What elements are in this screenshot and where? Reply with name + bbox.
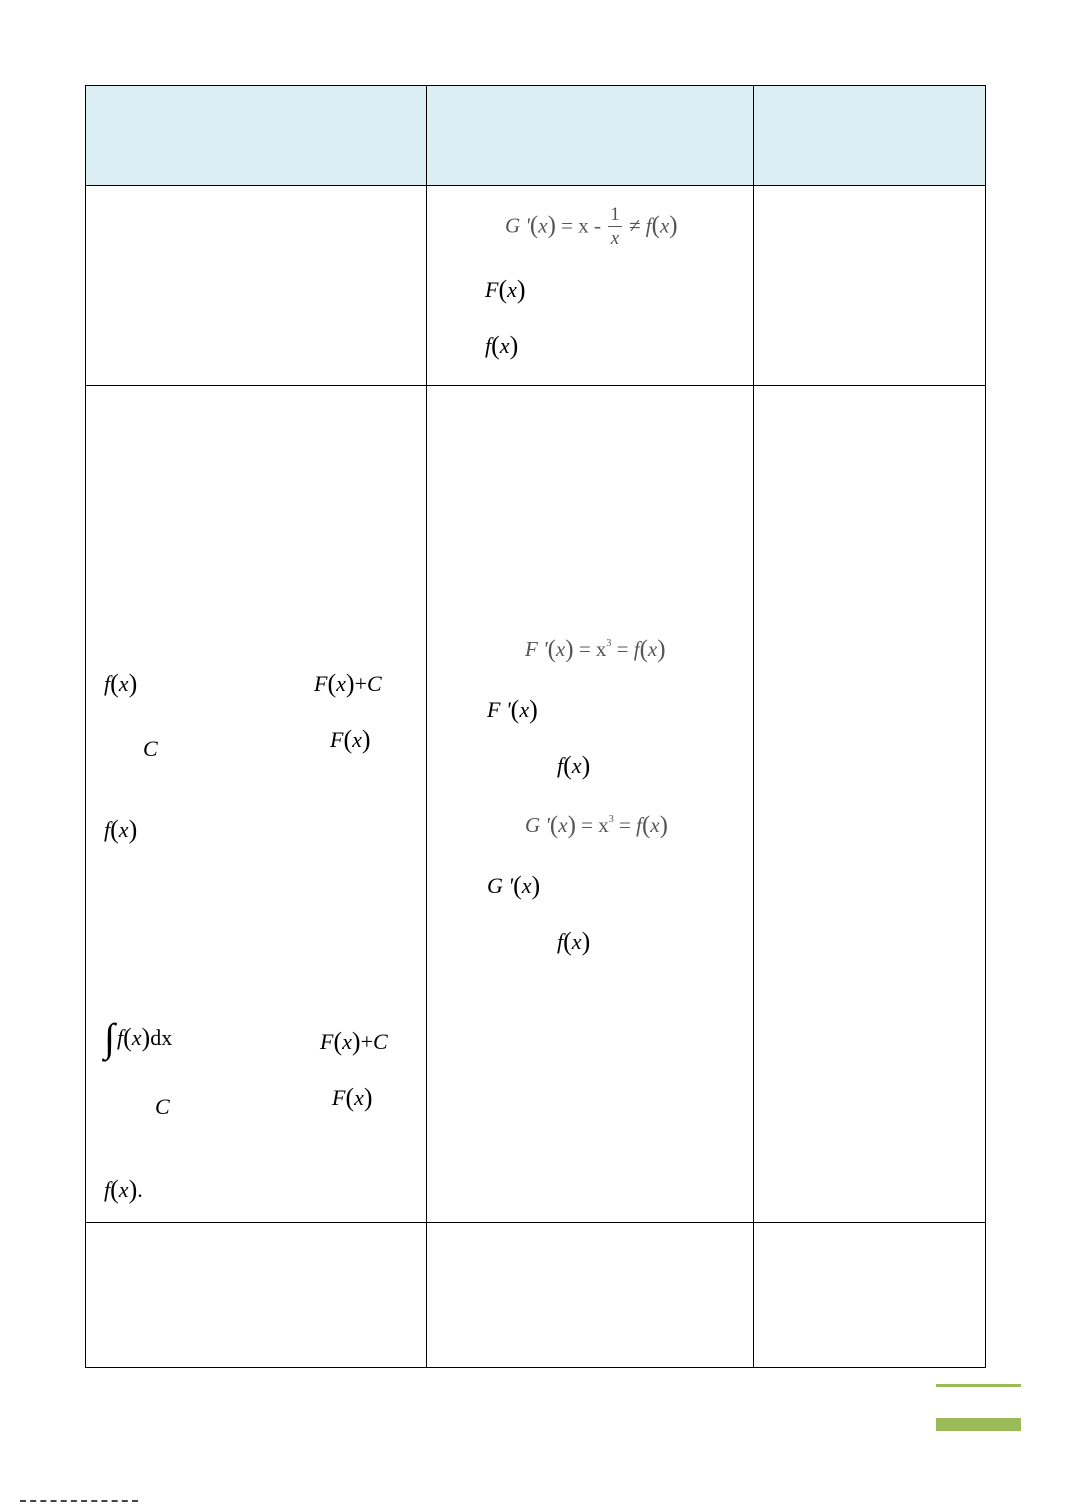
formula-G-prime-equals-x-cubed: G '$(x) = x^3 = f(x)$ bbox=[525, 812, 668, 839]
row2-cell-3 bbox=[754, 386, 986, 1223]
row2-cell-1 bbox=[86, 386, 427, 1223]
table-row-1 bbox=[86, 186, 986, 386]
row2-cell-2 bbox=[427, 386, 754, 1223]
row1-cell-1 bbox=[86, 186, 427, 386]
formula-F-of-x: F(x) bbox=[485, 275, 526, 304]
footer-dashed-line bbox=[20, 1500, 138, 1502]
row3-cell-3 bbox=[754, 1223, 986, 1368]
formula-f-of-x-period: f(x). bbox=[104, 1175, 143, 1204]
formula-f-of-x-b: f(x) bbox=[104, 815, 138, 844]
formula-constant-C-b: C bbox=[155, 1094, 170, 1119]
formula-constant-C-a: C bbox=[143, 736, 158, 761]
formula-F-of-x-b: F(x) bbox=[332, 1083, 373, 1112]
formula-f-of-x: f(x) bbox=[485, 331, 519, 360]
footer-accent-line bbox=[936, 1384, 1021, 1387]
formula-F-plus-C-b: F(x)+C bbox=[320, 1027, 388, 1056]
footer-accent-bar bbox=[936, 1418, 1021, 1431]
formula-f-of-x-d: f(x) bbox=[557, 927, 591, 956]
table-header-row bbox=[86, 86, 986, 186]
formula-F-plus-C-a: F(x)+C bbox=[314, 669, 382, 698]
formula-F-prime-of-x: F '(x) bbox=[487, 695, 538, 724]
formula-G-prime-of-x: G '(x) bbox=[487, 871, 541, 900]
table-row-2 bbox=[86, 386, 986, 1223]
content-table bbox=[85, 85, 986, 1368]
header-cell-2 bbox=[427, 86, 754, 186]
header-cell-3 bbox=[754, 86, 986, 186]
formula-integral-f-dx: ∫f(x)dx bbox=[104, 1015, 173, 1060]
row1-cell-2 bbox=[427, 186, 754, 386]
formula-f-of-x-a: f(x) bbox=[104, 669, 138, 698]
formula-F-prime-equals-x-cubed: F '$(x) = x^3 = f(x)$ bbox=[525, 636, 666, 663]
formula-F-of-x-a: F(x) bbox=[330, 725, 371, 754]
row3-cell-1 bbox=[86, 1223, 427, 1368]
formula-f-of-x-c: f(x) bbox=[557, 751, 591, 780]
table-row-3 bbox=[86, 1223, 986, 1368]
formula-g-prime-not-f: G '(x) = x - $\frac{1}{x}$ ≠ f(x) bbox=[505, 204, 678, 249]
row1-cell-3 bbox=[754, 186, 986, 386]
header-cell-1 bbox=[86, 86, 427, 186]
row3-cell-2 bbox=[427, 1223, 754, 1368]
